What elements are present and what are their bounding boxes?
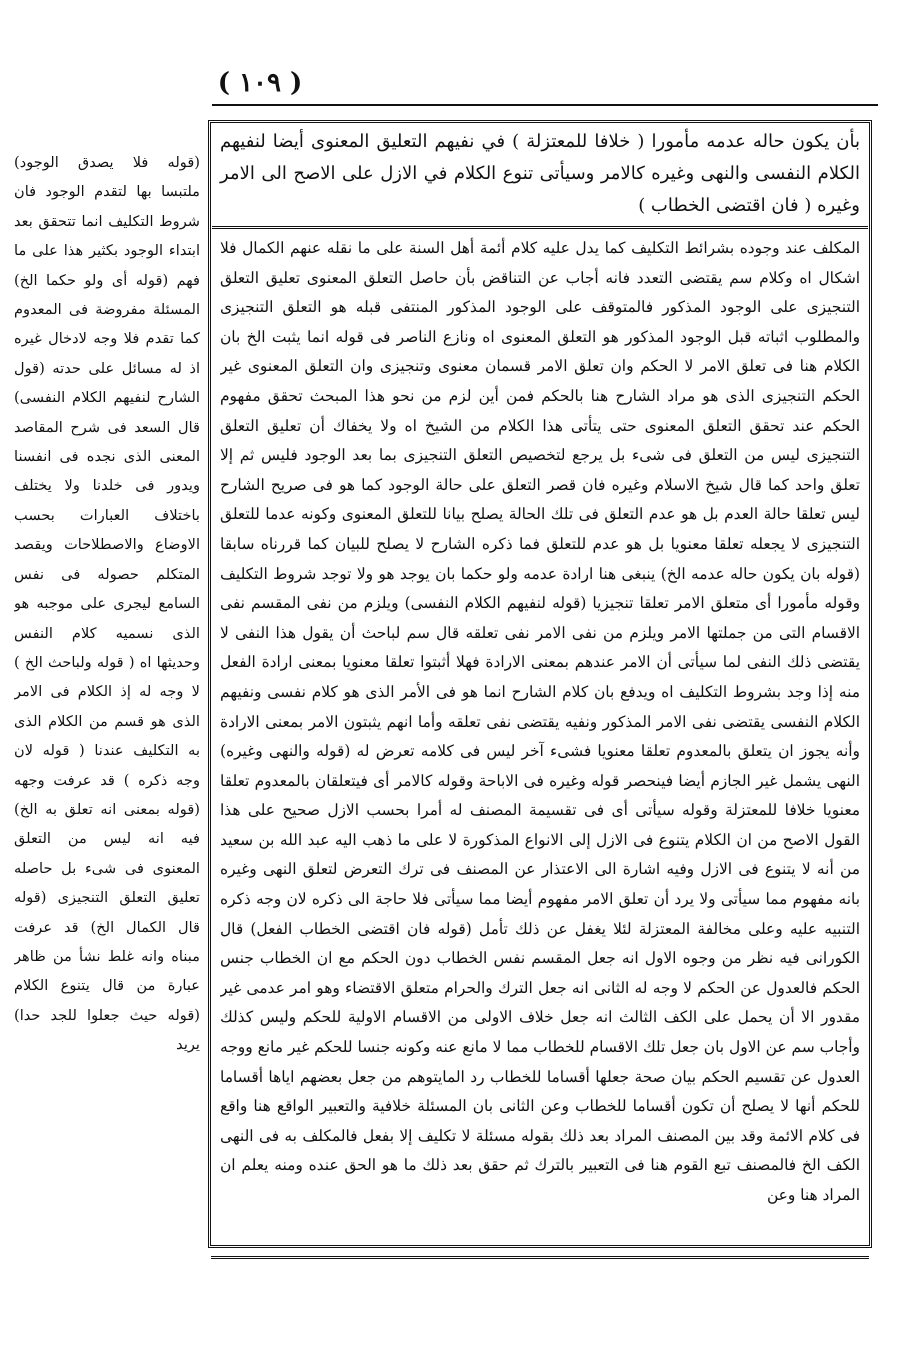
sharh-commentary [220,234,860,1240]
header-rule [212,104,878,106]
page-number: ( ١٠٩ ) [217,68,303,98]
margin-gloss-paragraph: (قوله فلا يصدق الوجود) ملتبسا بها لتقدم الوجود فان شروط التكليف انما تتحقق بعد ابتداء الوجود بكثير هذا على ما فهم (قوله أى ولو حكما الخ) المسئلة مفروضة فى المعدوم كما تقدم فلا وجه لادخال غيره اذ له مسائل على حدته (قول الشارح لنفيهم الكلام النفسى) قال السعد فى شرح المقاصد المعنى الذى نجده فى انفسنا ويدور فى خلدنا ولا يختلف باختلاف العبارات بحسب الاوضاع والاصطلاحات ويقصد المتكلم حصوله فى نفس السامع ليجرى على موجبه هو الذى نسميه كلام النفس وحديثها اه ( قوله ولباحث الخ ) لا وجه له إذ الكلام فى الامر الذى هو قسم من الكلام الذى به التكليف عندنا ( قوله لان وجه ذكره ) قد عرفت وجهه (قوله بمعنى انه تعلق به الخ) فيه انه ليس من التعلق المعنوى فى شىء بل حاصله تعليق التعلق التنجيزى (قوله قال الكمال الخ) قد عرفت مبناه وانه غلط نشأ من ظاهر عبارة من قال يتنوع الكلام (قوله حيث جعلوا للجد حدا) يريد [14,154,200,1054]
sharh-paragraph: المكلف عند وجوده بشرائط التكليف كما يدل عليه كلام أئمة أهل السنة على ما نقله عنهم الكمال فلا اشكال اه وكلام سم يقتضى التعدد فانه أجاب عن التناقض بأن حاصل التعلق المعنوى تعليق التعلق التنجيزى على الوجود المذكور فالمتوقف على الوجود المذكور المنتفى قبله هو التعلق التنجيزى والمطلوب اثباته قبل الوجود المذكور هو التعلق المعنوى اه ونازع الناصر فى قوله انما يثبت الخ بان الكلام هنا فى تعلق الامر لا الحكم وان تعلق الامر قسمان معنوى وتنجيزى وان التعلق المعنوى غير الحكم التنجيزى الذى هو مراد الشارح هنا بالحكم فمن أين لزم من نحو هذا المبحث تحقق مفهوم الحكم عند تحقق التعلق المعنوى حتى يتأتى هذا الكلام من الشيخ اه ولا يخفاك أن تعليق التعلق التنجيزى ليس من التعلق فى شىء بل يرجع لتخصيص التعلق التنجيزى بما بعد الوجود فليس ثم إلا تعلق واحد كما قال شيخ الاسلام وغيره فان قصر التعلق على حالة الوجود كما هو فى صريح الشارح ليس تعلقا حالة العدم بل هو عدم التعلق فى تلك الحالة يصلح بيانا للتعلق المعنوى وكونه عدما للتعلق التنجيزى لا يجعله تعلقا معنويا بل هو عدم للتعلق فما ذكره الشارح لا يصلح للبيان كما قررناه سابقا (قوله بان يكون حاله عدمه الخ) ينبغى هنا ارادة عدمه ولو حكما بان يوجد هو ولا توجد شروط التكليف وقوله مأمورا أى متعلق الامر تعلقا تنجيزيا (قوله لنفيهم الكلام النفسى) ويلزم من نفى المقسم نفى الاقسام التى من جملتها الامر ويلزم من نفى الامر نفى تعلقه قال سم لباحث أن يقول هذا النفى لا يقتضى ذلك النفى لما سيأتى أن الامر عندهم بمعنى الارادة فهلا أثبتوا تعلقا معنويا بمعنى ارادة الفعل منه إذا وجد بشروط التكليف اه ويدفع بان كلام الشارح انما هو فى الأمر الذى هو كلام نفسى ونفيهم الكلام النفسى يقتضى نفى الامر المذكور ونفيه يقتضى نفى تعلقه وأما انهم يثبتون الامر بمعنى الارادة وأنه يجوز ان يتعلق بالمعدوم تعلقا معنويا فشىء آخر ليس فى كلامه تعرض له (قوله والنهى وغيره) النهى يشمل غير الجازم أيضا فينحصر قوله وغيره فى الاباحة وقوله كالامر أى فيتعلقان بالمعدوم تعلقا معنويا خلافا للمعتزلة وقوله سيأتى أى فى تقسيمة المصنف له أمرا بحسب الازل صحيح على هذا القول الاصح من ان الكلام يتنوع فى الازل إلى الانواع المذكورة لا على ما ذهب اليه عبد الله بن سعيد من أنه لا يتنوع فى الازل وفيه اشارة الى الاعتذار عن المصنف فى ترك التعرض لتعلق النهى وغيره بانه مفهوم مما سيأتى ولا يرد أن تعلق الامر مفهوم أيضا مما سيأتى فلا حاجة الى ذكره لان وجه ذكره التنبيه عليه وعلى مخالفة المعتزلة لئلا يغفل عن ذلك تأمل (قوله فان اقتضى الخطاب الفعل) قال الكورانى فيه نظر من وجوه الاول انه جعل المقسم نفس الخطاب دون الحكم مع ان الخطاب جنس الحكم فالعدول عن الحكم لا وجه له الثانى انه جعل الترك والحرام متعلق الاقتضاء وهو امر عدمى غير مقدور الا أن يحمل على الكف الثالث انه جعل خلاف الاولى من الاقسام الاولية للحكم وليس كذلك وأجاب سم عن الاول بان جعل تلك الاقسام للخطاب مما لا مانع عنه وكونه جنسا للحكم غير مانع ووجه العدول عن تقسيم الحكم بيان صحة جعلها أقساما للخطاب رد المايتوهم من جعل بعضهم اياها أقساما للحكم أنها لا يصلح أن تكون أقساما للخطاب وعن الثانى بان المسئلة خلافية والتعبير الواقع هنا واقع فى كلام الائمة وقد بين المصنف المراد بعد ذلك بقوله مسئلة لا تكليف إلا بفعل فالمكلف به فى النهى الكف الخ فالمصنف تبع القوم هنا فى التعبير بالترك ثم حقق بعد ذلك ما هو الحق عنده ومنه يعلم ان المراد هنا وعن [220,239,860,1204]
margin-gloss [14,148,200,1238]
section-divider [212,226,868,229]
matn-paragraph: بأن يكون حاله عدمه مأمورا ( خلافا للمعتزلة ) في نفيهم التعليق المعنوى أيضا لنفيهم الكلام النفسى والنهى وغيره كالامر وسيأتى تنوع الكلام في الازل على الاصح الى الامر وغيره ( فان اقتضى الخطاب ) [220,131,860,216]
matn-text [220,126,860,222]
